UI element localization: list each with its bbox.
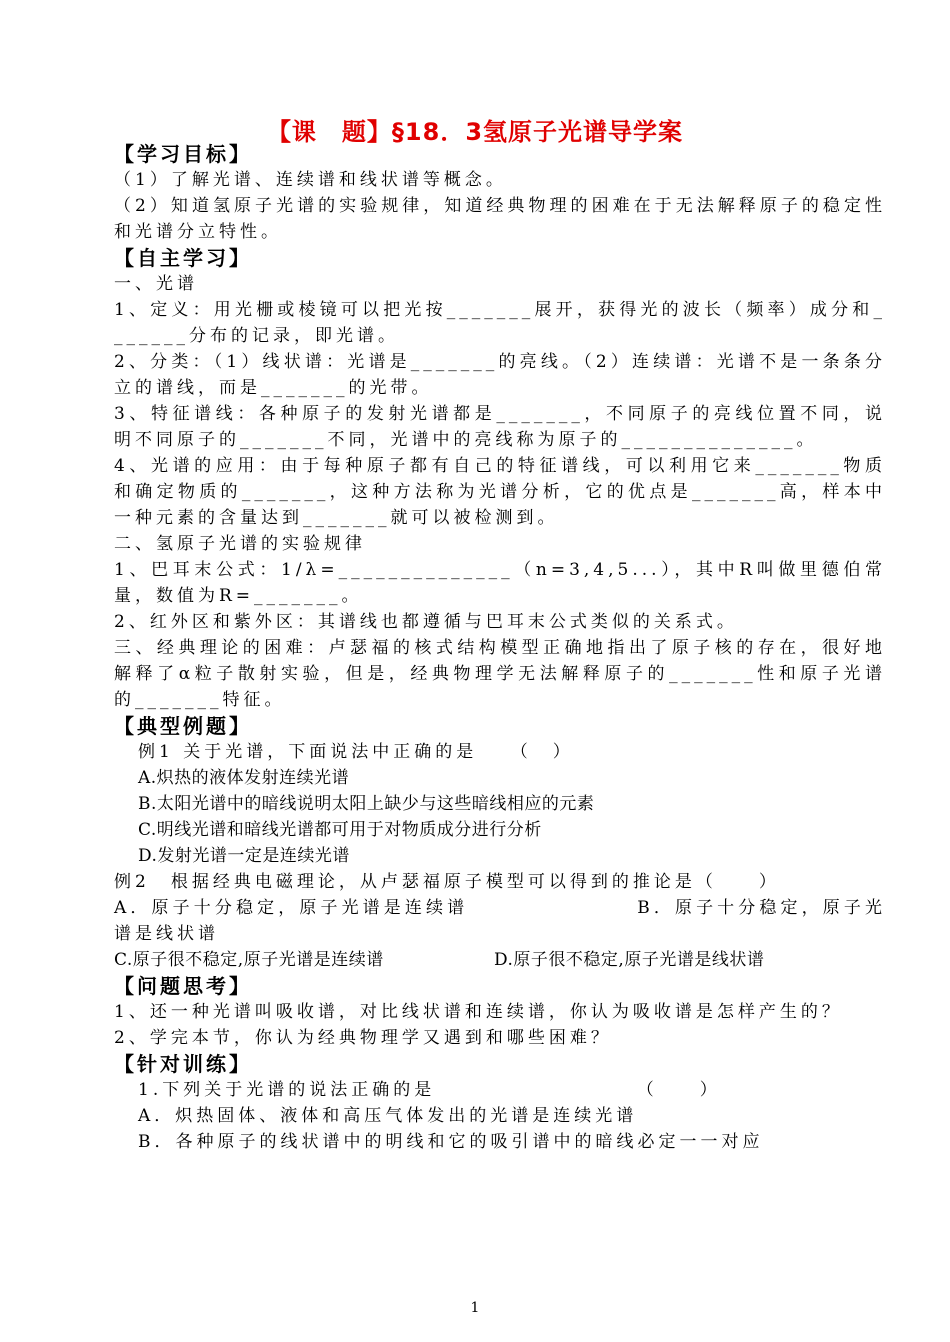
self-study-item: 3、特征谱线：各种原子的发射光谱都是_______，不同原子的亮线位置不同，说明不同原子的_______不同，光谱中的亮线称为原子的______________。 [114, 404, 886, 450]
example-2-option-b: B．原子十分稳定，原子光谱是线状谱 [114, 898, 886, 944]
example-2-options-ab [114, 895, 886, 947]
self-study-item: 2、分类：（1）线状谱：光谱是_______的亮线。（2）连续谱：光谱不是一条条分立的谱线，而是_______的光带。 [114, 352, 886, 398]
self-study-heading: 【自主学习】 [114, 246, 252, 270]
train-question-1: 1.下列关于光谱的说法正确的是 （ ） [138, 1080, 721, 1100]
example-2-option-a: A．原子十分稳定，原子光谱是连续谱 [114, 898, 469, 918]
think-heading: 【问题思考】 [114, 974, 252, 998]
self-study-item: 2、红外区和紫外区：其谱线也都遵循与巴耳末公式类似的关系式。 [114, 612, 738, 632]
example-2-option-c: C.原子很不稳定,原子光谱是连续谱 [114, 950, 384, 970]
self-study-item: 三、经典理论的困难：卢瑟福的核式结构模型正确地指出了原子核的存在，很好地解释了α粒子散射实验，但是，经典物理学无法解释原子的_______性和原子光谱的_______特征。 [114, 638, 886, 710]
self-study-item: 1、定义：用光栅或棱镜可以把光按_______展开，获得光的波长（频率）成分和_______分布的记录，即光谱。 [114, 300, 886, 346]
self-study-item: 1、巴耳末公式：1/λ=______________（n=3,4,5...），其中R叫做里德伯常量，数值为R=_______。 [114, 560, 886, 606]
example-1-option: C.明线光谱和暗线光谱都可用于对物质成分进行分析 [138, 820, 542, 840]
example-1-option: D.发射光谱一定是连续光谱 [138, 846, 350, 866]
example-1-option: A.炽热的液体发射连续光谱 [138, 768, 350, 788]
think-item: 2、学完本节，你认为经典物理学又遇到和哪些困难？ [114, 1028, 612, 1048]
self-study-item: 二、氢原子光谱的实验规律 [114, 534, 366, 554]
example-2-option-d: D.原子很不稳定,原子光谱是线状谱 [494, 950, 765, 970]
example-1-stem: 例1 关于光谱，下面说法中正确的是 （ ） [138, 742, 574, 762]
train-option-a: A．炽热固体、液体和高压气体发出的光谱是连续光谱 [138, 1106, 638, 1126]
goal-2: （2）知道氢原子光谱的实验规律，知道经典物理的困难在于无法解释原子的稳定性和光谱分立特性。 [114, 196, 886, 242]
example-1-option: B.太阳光谱中的暗线说明太阳上缺少与这些暗线相应的元素 [138, 794, 595, 814]
self-study-item: 一、光谱 [114, 274, 198, 294]
page-title: 【课 题】§18．3氢原子光谱导学案 [266, 118, 684, 146]
goal-1: （1）了解光谱、连续谱和线状谱等概念。 [114, 170, 507, 190]
train-option-b: B．各种原子的线状谱中的明线和它的吸引谱中的暗线必定一一对应 [138, 1132, 764, 1152]
examples-heading: 【典型例题】 [114, 714, 252, 738]
goals-heading: 【学习目标】 [114, 142, 252, 166]
self-study-item: 4、光谱的应用：由于每种原子都有自己的特征谱线，可以利用它来_______物质和确定物质的_______，这种方法称为光谱分析，它的优点是_______高，样本中一种元素的含量达到_______就可以被检测到。 [114, 456, 886, 528]
think-item: 1、还一种光谱叫吸收谱，对比线状谱和连续谱，你认为吸收谱是怎样产生的？ [114, 1002, 843, 1022]
document-body [114, 141, 886, 1155]
example-2-options-cd [114, 947, 886, 973]
page-number: 1 [470, 1300, 480, 1316]
example-2-stem: 例2 根据经典电磁理论，从卢瑟福原子模型可以得到的推论是（ ） [114, 872, 780, 892]
train-heading: 【针对训练】 [114, 1052, 252, 1076]
